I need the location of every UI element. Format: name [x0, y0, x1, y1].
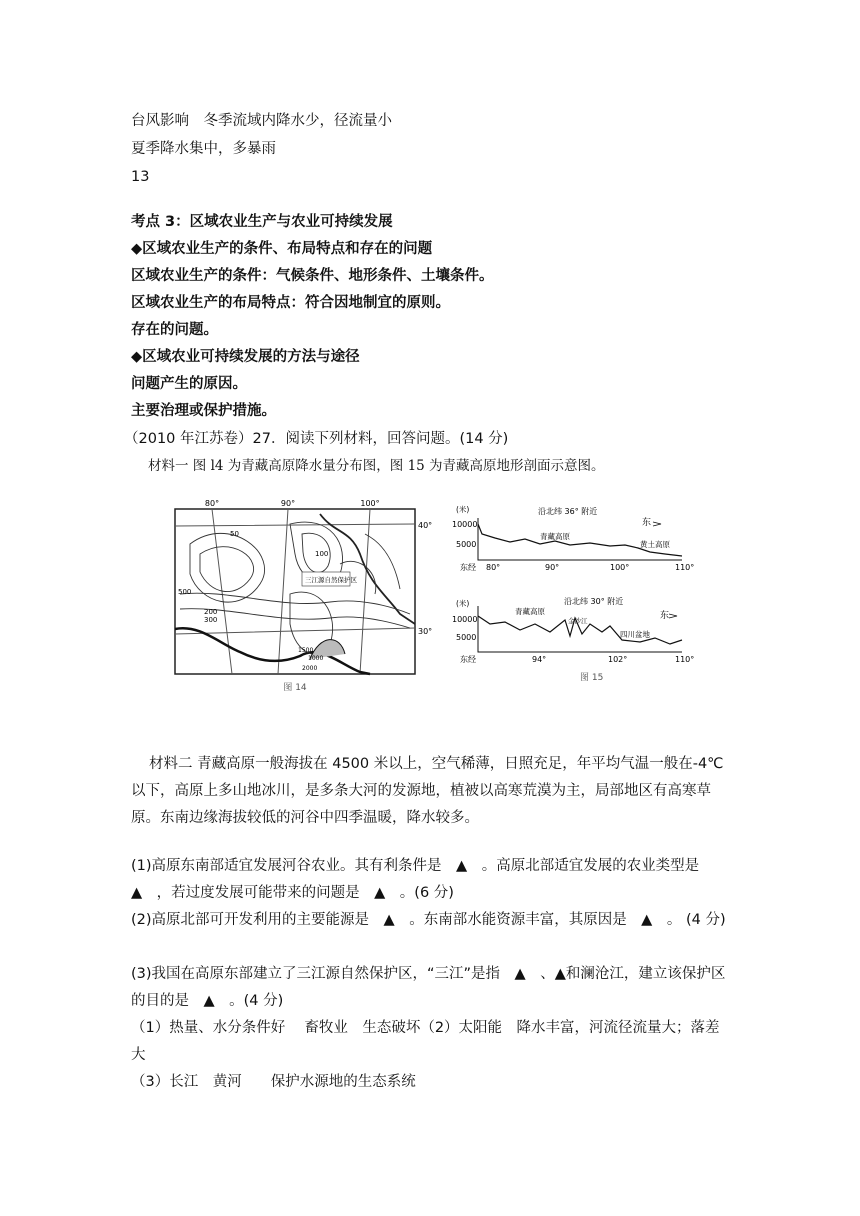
section-heading: 考点 3：区域农业生产与农业可持续发展	[131, 214, 393, 230]
profile2-label-basin: 四川盆地	[620, 630, 650, 639]
line-summer-rain: 夏季降水集中，多暴雨	[131, 141, 276, 157]
map-lon-100: 100°	[360, 499, 380, 508]
question-1: (1)高原东南部适宜发展河谷农业。其有利条件是 ▲ 。高原北部适宜发展的农业类型是 ▲ ，若过度发展可能带来的问题是 ▲ 。(6 分)	[131, 858, 714, 901]
map-contour-50: 50	[230, 530, 239, 538]
profile2-y-10000: 10000	[452, 615, 478, 624]
map-contour-300: 300	[204, 616, 218, 624]
profile2-x-102: 102°	[608, 655, 628, 664]
precipitation-map	[175, 499, 432, 693]
question-source: （2010 年江苏卷）27．阅读下列材料，回答问题。(14 分)	[124, 431, 509, 447]
map-contour-2000: 2000	[302, 665, 318, 672]
profile2-x-prefix: 东经	[460, 655, 476, 664]
material-one: 材料一 图 l4 为青藏高原降水量分布图，图 15 为青藏高原地形剖面示意图。	[148, 458, 605, 474]
question-2: (2)高原北部可开发利用的主要能源是 ▲ 。东南部水能资源丰富，其原因是 ▲ 。 (4 分)	[131, 912, 726, 928]
profile2-label-plateau: 青藏高原	[515, 607, 545, 616]
profile1-title: 沿北纬 36° 附近	[538, 507, 598, 516]
profile1-y-5000: 5000	[456, 540, 477, 549]
line-typhoon: 台风影响 冬季流域内降水少，径流量小	[131, 113, 392, 129]
line-number: 13	[131, 169, 150, 185]
map-contour-200: 200	[204, 608, 218, 616]
profile1-x-80: 80°	[486, 563, 501, 572]
answer-3: （3）长江 黄河 保护水源地的生态系统	[131, 1074, 416, 1090]
profile2-unit: (米)	[456, 599, 470, 608]
map-contour-1500: 1500	[298, 647, 314, 654]
figure-svg	[170, 494, 700, 694]
profile2-label-jinsha: 金沙江	[568, 617, 588, 625]
map-contour-500: 500	[178, 588, 192, 596]
subheading-sustainable: ◆区域农业可持续发展的方法与途径	[131, 349, 360, 365]
profile2-y-5000: 5000	[456, 633, 477, 642]
text-layout: 区域农业生产的布局特点：符合因地制宜的原则。	[131, 295, 450, 311]
profile1-x-90: 90°	[545, 563, 560, 572]
profile2-direction: 东	[660, 611, 670, 621]
profile2-title: 沿北纬 30° 附近	[564, 597, 624, 606]
question-3: (3)我国在高原东部建立了三江源自然保护区，“三江”是指 ▲ 、▲和澜沧江，建立该保护区的目的是 ▲ 。(4 分)	[131, 966, 726, 1009]
text-problems: 存在的问题。	[131, 322, 218, 338]
map-lat-40: 40°	[418, 521, 433, 530]
answer-1-2: （1）热量、水分条件好 畜牧业 生态破坏（2）太阳能 降水丰富，河流径流量大；落差大	[131, 1020, 720, 1063]
profile1-x-110: 110°	[675, 563, 695, 572]
text-measures: 主要治理或保护措施。	[131, 403, 276, 419]
map-lat-30: 30°	[418, 627, 433, 636]
map-region-label: 三江源自然保护区	[305, 576, 357, 584]
profile1-label-plateau: 青藏高原	[540, 532, 570, 541]
map-lon-80: 80°	[204, 499, 220, 508]
profile1-y-10000: 10000	[452, 520, 478, 529]
text-causes: 问题产生的原因。	[131, 376, 247, 392]
profile1-direction: 东	[642, 518, 652, 528]
figure-area	[170, 494, 700, 694]
map-contour-1000: 1000	[308, 655, 324, 662]
profile1-x-100: 100°	[610, 563, 630, 572]
profile1-label-loess: 黄土高原	[640, 540, 670, 549]
figure-14-caption: 图 14	[283, 683, 307, 693]
profile-36n	[452, 504, 694, 572]
text-conditions: 区域农业生产的条件：气候条件、地形条件、土壤条件。	[131, 268, 494, 284]
profile2-x-110: 110°	[675, 655, 695, 664]
map-contour-100: 100	[315, 550, 329, 558]
figure-15-caption: 图 15	[580, 673, 604, 683]
profile2-x-94: 94°	[532, 655, 547, 664]
map-lon-90: 90°	[280, 499, 296, 508]
material-two: 材料二 青藏高原一般海拔在 4500 米以上，空气稀薄，日照充足，年平均气温一般在-4℃以下，高原上多山地冰川，是多条大河的发源地，植被以高寒荒漠为主，局部地区有高寒草原。东南边缘海拔较低的河谷中四季温暖，降水较多。	[131, 756, 724, 826]
subheading-conditions: ◆区域农业生产的条件、布局特点和存在的问题	[131, 241, 433, 257]
profile1-x-prefix: 东经	[460, 563, 476, 572]
profile-30n	[452, 596, 694, 683]
profile1-unit: (米)	[456, 505, 470, 514]
